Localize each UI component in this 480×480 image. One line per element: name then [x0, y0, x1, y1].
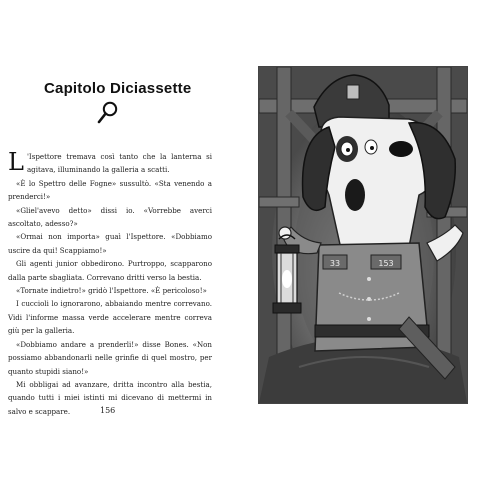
- badge-number-left: 33: [329, 259, 341, 268]
- page-number: 156: [100, 406, 116, 415]
- paragraph: «Tornate indietro!» gridò l'Ispettore. «È pericoloso!»: [16, 286, 207, 296]
- dog-mouth: [345, 179, 365, 211]
- paragraph: Mi obbligai ad avanzare, dritta incontro alla bestia, quando tutti i miei istinti mi dicevano di mettermi in salvo e scappare.: [8, 379, 212, 416]
- paragraph: I cuccioli lo ignorarono, abbaiando mentre correvano. Vidi l'informe massa verde accelerare mentre correva giù per la galleria.: [8, 299, 212, 336]
- chapter-title: Capitolo Diciassette: [44, 80, 192, 97]
- magnifying-glass-icon: [97, 101, 119, 125]
- dog-nose: [389, 141, 413, 157]
- chapter-body-text: [8, 150, 212, 418]
- paragraph: L 'Ispettore tremava così tanto che la lanterna si agitava, illuminando la galleria a scatti.: [8, 148, 212, 176]
- lantern: [273, 235, 301, 313]
- dog-inspector-illustration: [259, 67, 467, 403]
- chapter-illustration: [258, 66, 468, 404]
- badge-number-right: 153: [378, 259, 394, 268]
- paragraph: «Gliel'avevo detto» dissi io. «Vorrebbe averci ascoltato, adesso?»: [8, 205, 212, 229]
- paragraph: «Dobbiamo andare a prenderli!» disse Bones. «Non possiamo abbandonarli nelle grinfie di quel mostro, per quanto stupidi siano!»: [8, 339, 212, 376]
- drop-cap: L: [8, 148, 24, 176]
- paragraph: Gli agenti junior obbedirono. Purtroppo, scapparono dalla parte sbagliata. Correvano dritti verso la bestia.: [8, 259, 212, 282]
- paragraph: «Ormai non importa» guaì l'Ispettore. «Dobbiamo uscire da qui! Scappiamo!»: [8, 232, 212, 255]
- paragraph: «È lo Spettro delle Fogne» sussultò. «Sta venendo a prenderci!»: [8, 178, 212, 202]
